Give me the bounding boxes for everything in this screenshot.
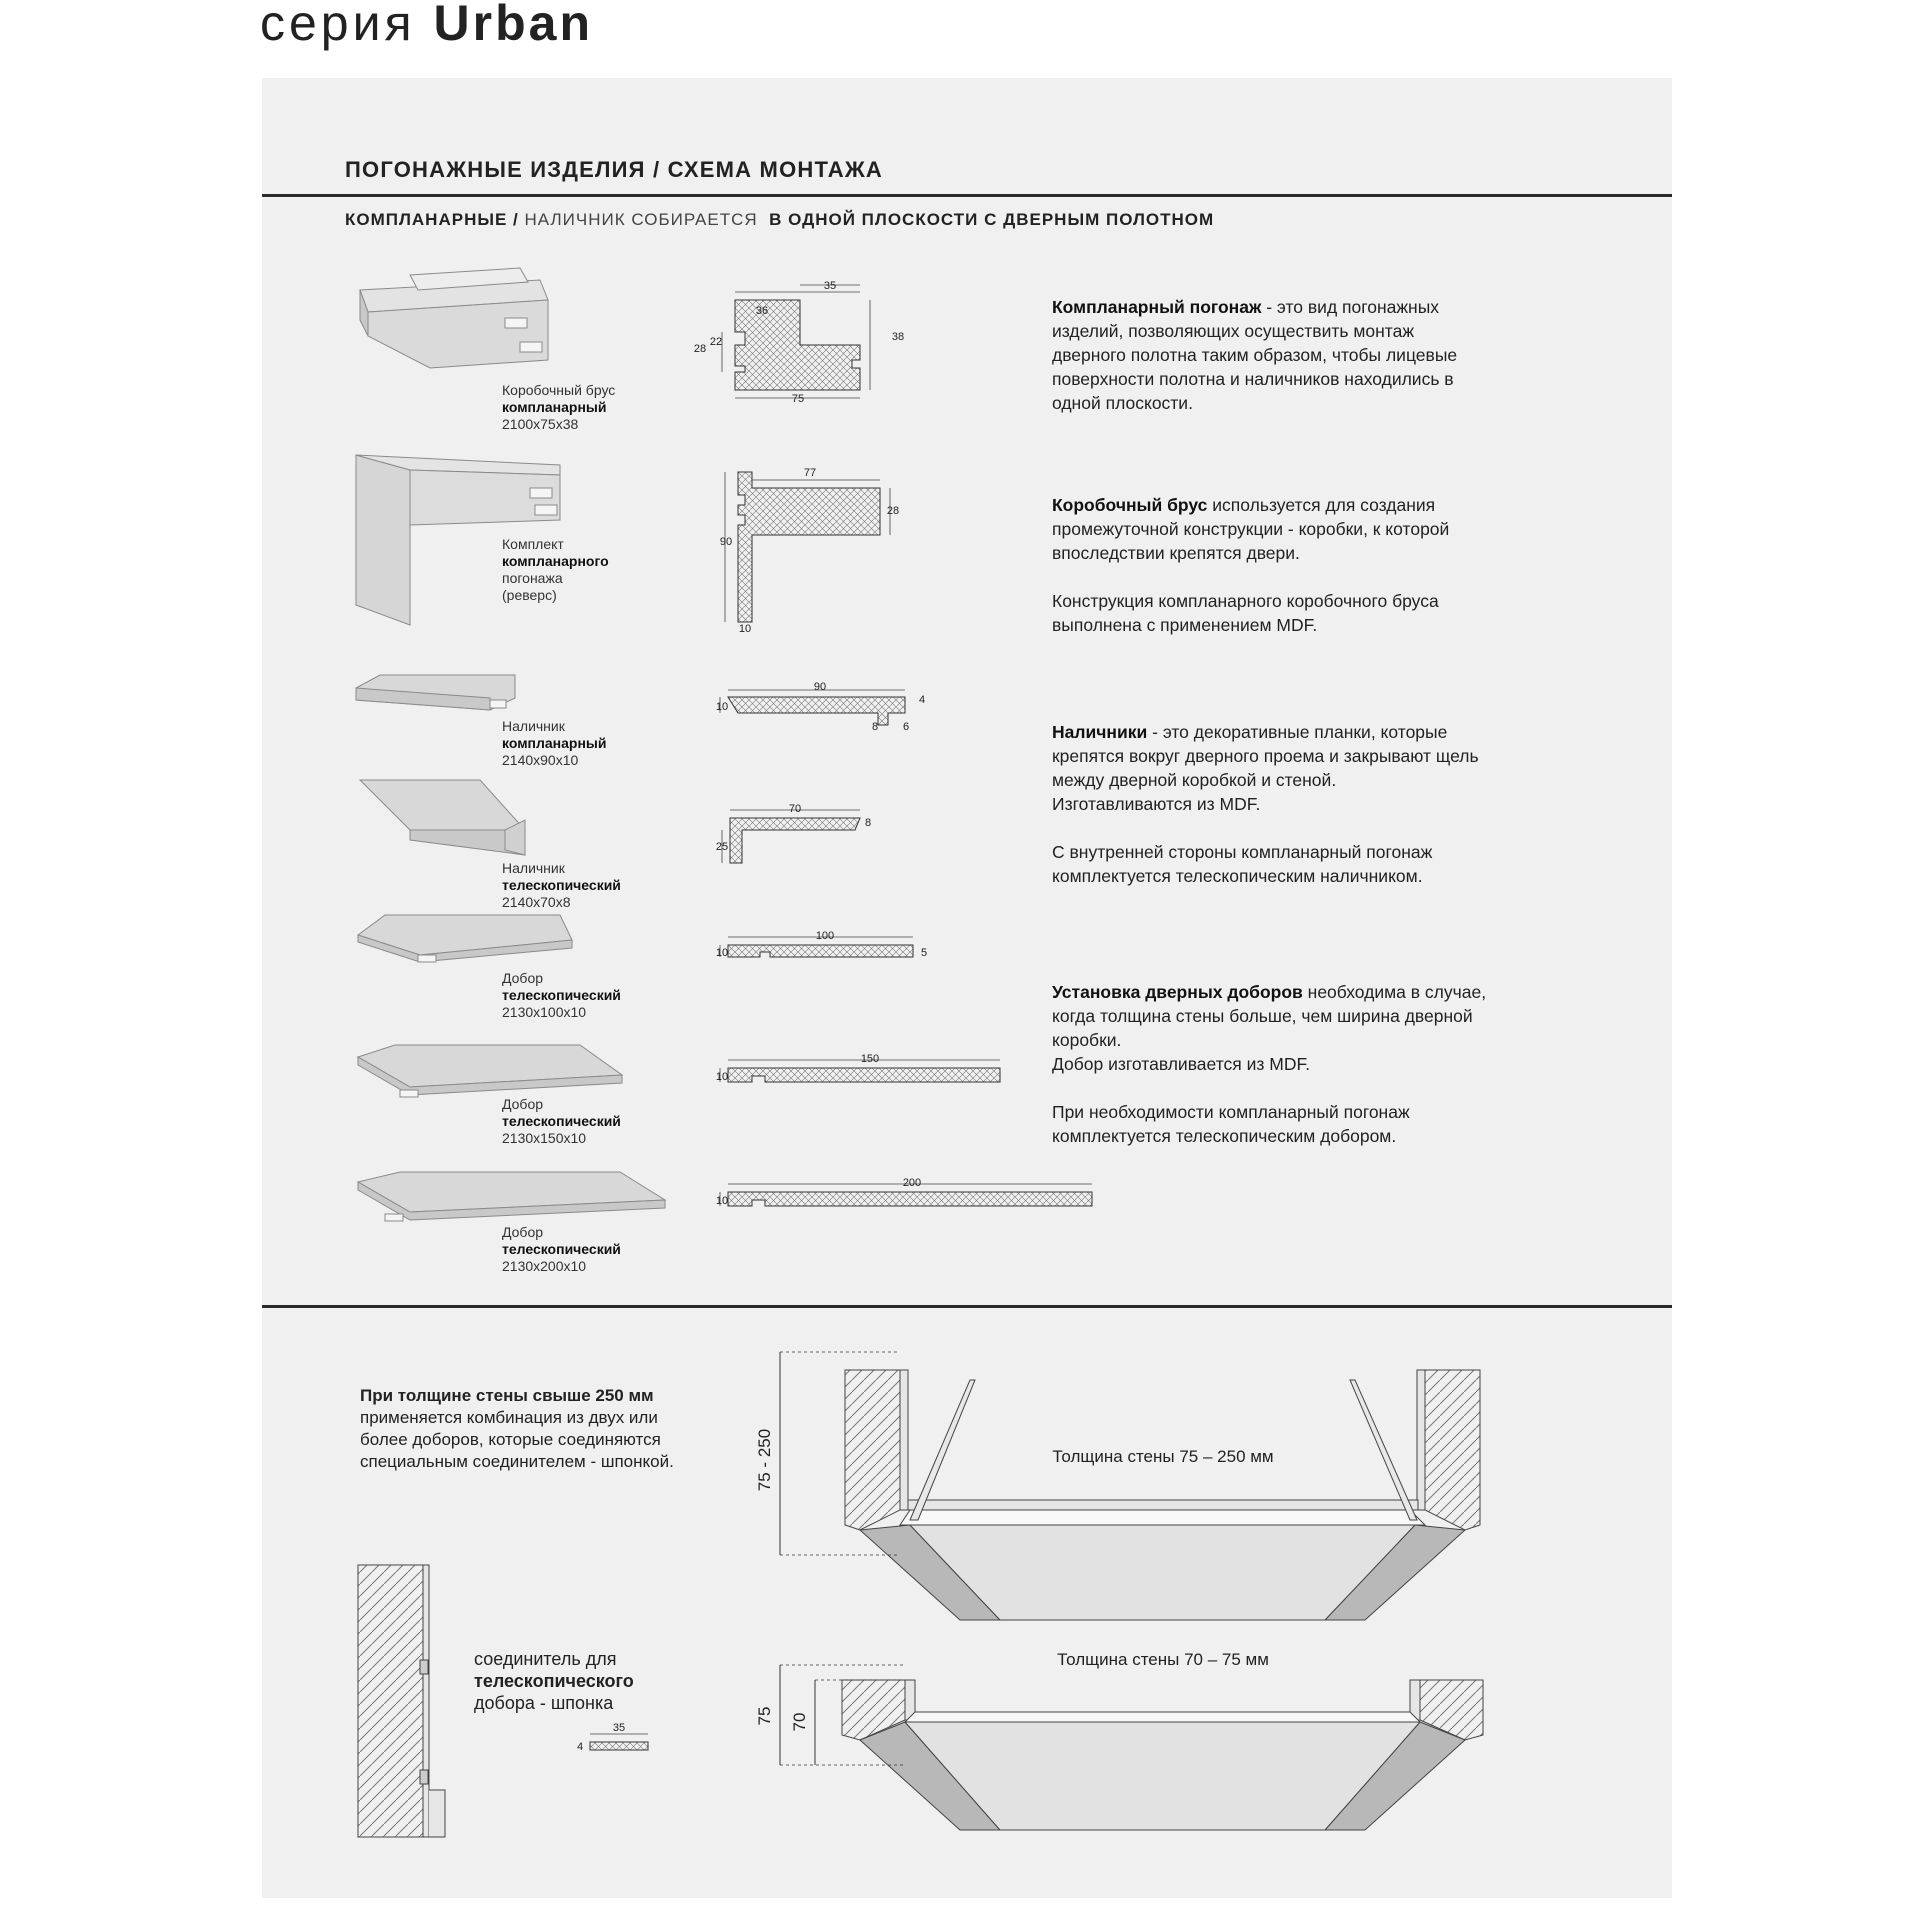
series-name: Urban [433,0,593,51]
dim-p2-h: 90 [719,536,733,548]
caption-size: 2100х75х38 [502,416,579,432]
dim-p1-top: 35 [823,280,837,292]
dim-p3-b2: 6 [902,721,910,733]
dim-p1-h1: 28 [693,343,707,355]
connector-line-1: соединитель для [474,1649,617,1669]
dim-p6-top: 150 [860,1053,880,1065]
connector-wall-section [358,1565,445,1837]
dim-p2-b: 10 [738,623,752,635]
dim-p3-l: 10 [715,701,729,713]
caption-type: компланарного [502,553,609,569]
scheme1-label: Толщина стены 75 – 250 мм [1052,1447,1274,1466]
caption-size: 2130х200х10 [502,1258,587,1274]
subtitle-bold-2: В ОДНОЙ ПЛОСКОСТИ С ДВЕРНЫМ ПОЛОТНОМ [769,210,1215,229]
caption-type: телескопический [502,987,621,1003]
dim-p4-top: 70 [788,803,802,815]
wall-note-bold: При толщине стены свыше 250 мм [360,1386,654,1405]
section-title: ПОГОНАЖНЫЕ ИЗДЕЛИЯ / СХЕМА МОНТАЖА [345,157,883,182]
desc-text: - это декоративные планки, которые крепятся вокруг дверного проема и закрывают щель между дверной коробкой и стеной. [1052,722,1479,790]
caption-name: Добор [502,970,544,986]
subtitle-bold-1: КОМПЛАНАРНЫЕ / [345,210,519,229]
dim-p1-left: 36 [755,305,769,317]
caption-type: телескопический [502,1113,621,1129]
scheme2-dim2: 70 [790,1712,809,1732]
dim-p1-h2: 22 [709,336,723,348]
caption-size: 2130х150х10 [502,1130,587,1146]
desc-text: необходима в случае, когда толщина стены больше, чем ширина дверной коробки. [1052,982,1487,1050]
desc-text-2: Добор изготавливается из MDF. [1052,1054,1311,1074]
dim-p1-w: 75 [791,393,805,405]
dim-p1-h3: 38 [891,331,905,343]
caption-name: Наличник [502,718,565,734]
dim-p5-top: 100 [815,930,835,942]
caption-name: Коробочный брус [502,382,616,398]
connector-line-3: добора - шпонка [474,1693,614,1713]
dim-p3-r: 4 [918,694,926,706]
dim-p3-top: 90 [813,681,827,693]
caption-name: Добор [502,1096,544,1112]
desc-text: используется для создания промежуточной конструкции - коробки, к которой впоследствии крепятся двери. [1052,495,1450,563]
dim-p6-l: 10 [715,1071,729,1083]
caption-type: компланарный [502,399,607,415]
caption-name: Добор [502,1224,544,1240]
dim-p3-b1: 8 [871,721,879,733]
scheme2-label: Толщина стены 70 – 75 мм [1057,1650,1269,1669]
desc-text-2: Изготавливаются из MDF. [1052,794,1261,814]
caption-name: Комплект [502,536,564,552]
caption-type: телескопический [502,877,621,893]
dim-p4-l: 25 [715,841,729,853]
scheme2-dim1: 75 [755,1706,774,1726]
desc-text-3: При необходимости компланарный погонаж комплектуется телескопическим добором. [1052,1102,1410,1146]
dim-conn-w: 35 [612,1722,626,1734]
dim-p4-r: 8 [864,817,872,829]
dim-p5-r: 5 [920,947,928,959]
connector-line-2: телескопического [474,1671,634,1691]
caption-size: погонажа [502,570,563,586]
caption-size: 2130х100х10 [502,1004,587,1020]
caption-type: телескопический [502,1241,621,1257]
dim-p7-top: 200 [902,1177,922,1189]
desc-bold: Коробочный брус [1052,495,1208,515]
desc-bold: Наличники [1052,722,1148,742]
caption-type: компланарный [502,735,607,751]
dim-p7-l: 10 [715,1195,729,1207]
desc-text-3: С внутренней стороны компланарный погонаж комплектуется телескопическим наличником. [1052,842,1433,886]
scheme1-dim: 75 - 250 [755,1428,774,1492]
dim-p2-top: 77 [803,467,817,479]
desc-bold: Компланарный погонаж [1052,297,1262,317]
desc-bold: Установка дверных доборов [1052,982,1303,1002]
desc-text-2: Конструкция компланарного коробочного бруса выполнена с применением MDF. [1052,591,1439,635]
series-prefix: серия [260,0,416,51]
scheme-wall-70-75 [842,1680,1483,1830]
dim-p5-l: 10 [715,947,729,959]
desc-text: - это вид погонажных изделий, позволяющих осуществить монтаж дверного полотна таким образом, чтобы лицевые поверхности полотна и наличников находились в одной плоскости. [1052,297,1458,413]
caption-size: 2140х70х8 [502,894,571,910]
caption-size: 2140х90х10 [502,752,579,768]
caption-name: Наличник [502,860,565,876]
caption-extra: (реверс) [502,587,557,603]
wall-note-text: применяется комбинация из двух или более доборов, которые соединяются специальным соединителем - шпонкой. [360,1408,674,1471]
subtitle-light: НАЛИЧНИК СОБИРАЕТСЯ [524,210,758,229]
scheme-wall-75-250 [845,1370,1480,1620]
dim-p2-r: 28 [886,505,900,517]
dim-conn-h: 4 [576,1741,584,1753]
